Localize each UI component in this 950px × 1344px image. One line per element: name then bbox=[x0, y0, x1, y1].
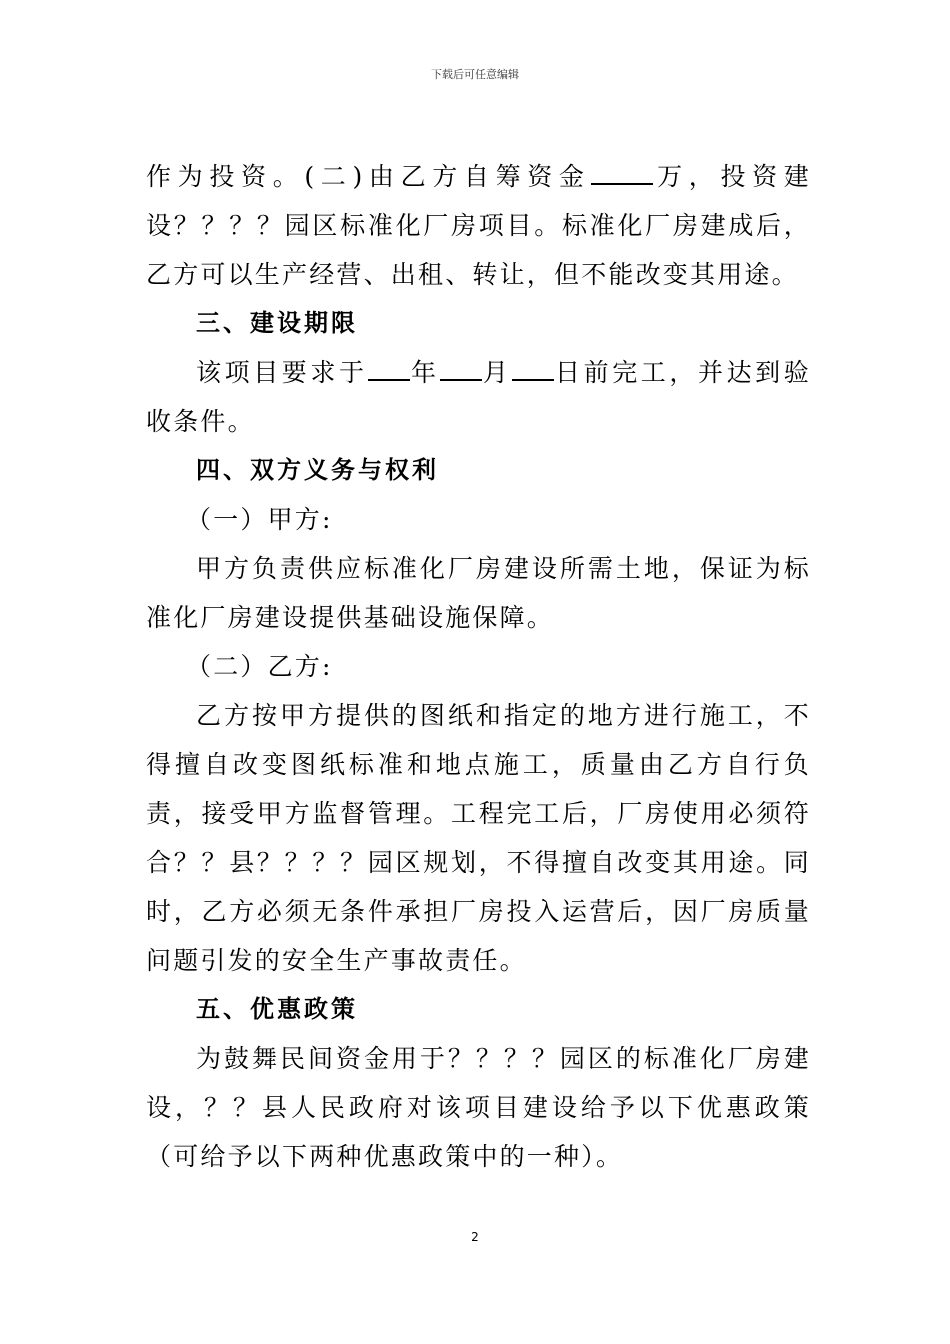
blank-year bbox=[368, 355, 410, 381]
paragraph-investment-text-a: 作为投资。(二)由乙方自筹资金 bbox=[146, 162, 591, 191]
paragraph-preferential-policy: 为鼓舞民间资金用于？？？？园区的标准化厂房建设，？？县人民政府对该项目建设给予以下优惠政策（可给予以下两种优惠政策中的一种）。 bbox=[146, 1044, 811, 1171]
blank-amount bbox=[591, 159, 653, 185]
paragraph-investment bbox=[146, 152, 811, 299]
blank-day bbox=[512, 355, 554, 381]
deadline-text-a: 该项目要求于 bbox=[196, 358, 368, 387]
document-body bbox=[146, 152, 811, 1181]
subheading-party-a: （一）甲方: bbox=[186, 505, 333, 534]
subheading-party-b: （二）乙方: bbox=[186, 652, 333, 681]
paragraph-deadline bbox=[146, 348, 811, 446]
deadline-year-label: 年 bbox=[409, 358, 440, 387]
heading-preferential-policy: 五、优惠政策 bbox=[196, 995, 358, 1023]
paragraph-party-a: 甲方负责供应标准化厂房建设所需土地，保证为标准化厂房建设提供基础设施保障。 bbox=[146, 554, 811, 632]
blank-month bbox=[440, 355, 482, 381]
heading-obligations-rights: 四、双方义务与权利 bbox=[196, 456, 439, 484]
deadline-month-label: 月 bbox=[481, 358, 512, 387]
paragraph-investment-text-b: 万，投资建设？？？？园区标准化厂房项目。标准化厂房建成后，乙方可以生产经营、出租、转让，但不能改变其用途。 bbox=[146, 162, 811, 289]
heading-construction-period: 三、建设期限 bbox=[196, 309, 358, 337]
paragraph-party-b: 乙方按甲方提供的图纸和指定的地方进行施工，不得擅自改变图纸标准和地点施工，质量由乙方自行负责，接受甲方监督管理。工程完工后，厂房使用必须符合？？县？？？？园区规划，不得擅自改变其用途。同时，乙方必须无条件承担厂房投入运营后，因厂房质量问题引发的安全生产事故责任。 bbox=[146, 701, 811, 975]
deadline-text-d: 日前完工，并达到验收条件。 bbox=[146, 358, 811, 436]
header-note: 下载后可任意编辑 bbox=[431, 68, 519, 81]
page-number: 2 bbox=[471, 1230, 479, 1244]
